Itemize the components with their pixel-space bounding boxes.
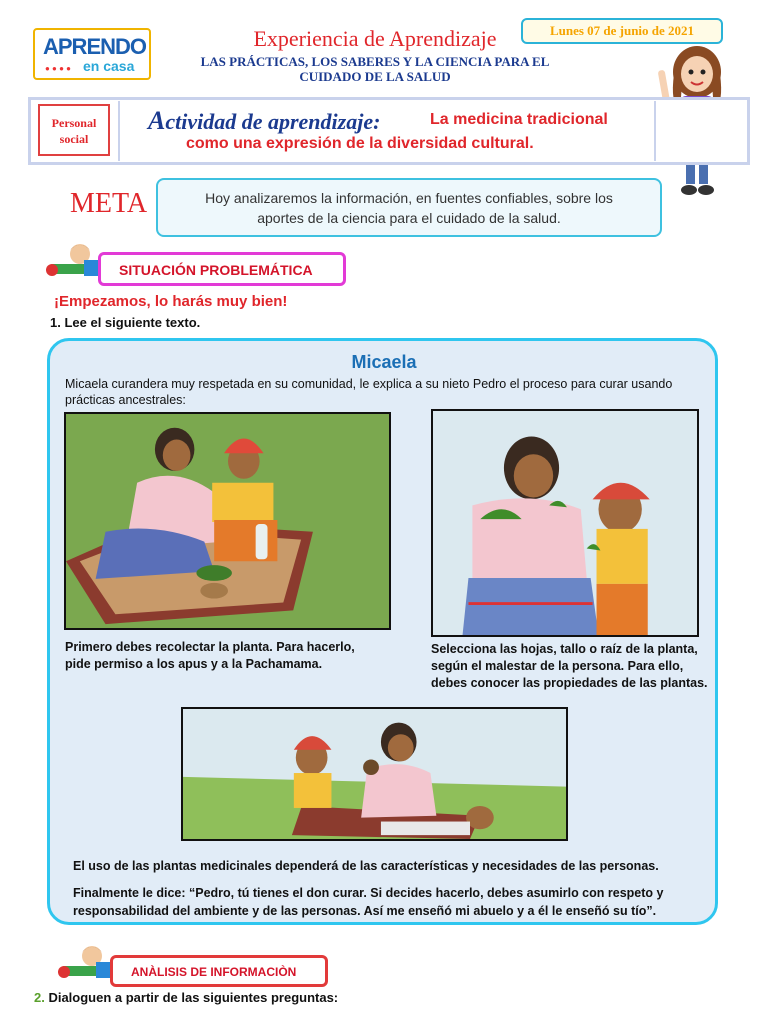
meta-label: META [70,188,148,219]
experience-title: Experiencia de Aprendizaje [253,26,497,51]
banner-divider-right [654,101,656,161]
illustration-collecting-plants [64,412,391,630]
date-badge: Lunes 07 de junio de 2021 [521,18,723,44]
analysis-heading: ANÀLISIS DE INFORMACIÒN [110,955,328,987]
area-badge: Personal social [38,104,110,156]
aprendo-en-casa-logo [33,28,151,80]
meta-goal-box: Hoy analizaremos la información, en fuentes confiables, sobre los aportes de la ciencia para el cuidado de la salud. [156,178,662,237]
instruction-read: 1. Lee el siguiente texto. [50,315,201,330]
story-intro: Micaela curandera muy respetada en su comunidad, le explica a su nieto Pedro el proceso para curar usando prácticas ancestrales: [65,377,673,407]
caption-step-3: El uso de las plantas medicinales dependerá de las características y necesidades de las personas. [73,859,659,873]
situation-heading: SITUACIÓN PROBLEMÁTICA [98,252,346,286]
activity-label: Actividad de aprendizaje: [148,106,381,135]
caption-step-1: Primero debes recolectar la planta. Para hacerlo, pide permiso a los apus y a la Pachamama. [65,640,355,671]
activity-banner [28,97,750,165]
illustration-healing-patient [181,707,568,841]
caption-step-2: Selecciona las hojas, tallo o raíz de la planta, según el malestar de la persona. Para ello, debes conocer las propiedades de las plantas. [431,642,708,690]
illustration-selecting-leaves [431,409,699,637]
experience-subtitle: LAS PRÁCTICAS, LOS SABERES Y LA CIENCIA PARA EL CUIDADO DE LA SALUD [200,54,550,84]
reading-kid-icon [44,240,106,282]
activity-topic-line1: La medicina tradicional [430,111,608,128]
reading-kid-icon-2 [56,942,118,984]
caption-step-4: Finalmente le dice: “Pedro, tú tienes el don curar. Si decides hacerlo, debes asumirlo con respeto y responsabilidad del ambiente y de las personas. Así me enseñó mi abuelo y a él le enseñó su tío”. [73,886,664,918]
story-title: Micaela [351,352,417,372]
encouragement-text: ¡Empezamos, lo harás muy bien! [54,293,288,310]
logo-line2: en casa [83,58,135,74]
activity-topic-line2: como una expresión de la diversidad cultural. [186,135,534,152]
banner-divider-left [118,101,120,161]
logo-dots: ● ● ● ● [45,64,71,73]
logo-line1: APRENDO [43,34,147,59]
dialogue-instruction: 2. Dialoguen a partir de las siguientes preguntas: [34,990,339,1005]
